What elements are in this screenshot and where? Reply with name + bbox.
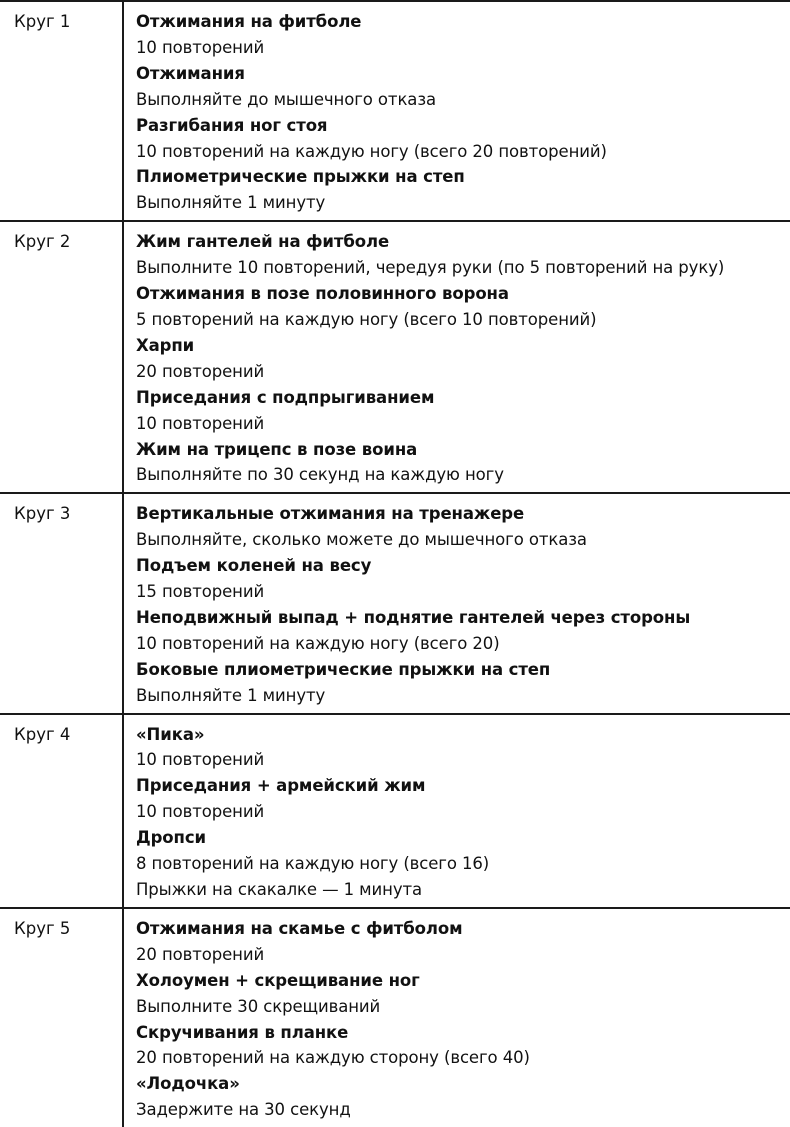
exercise-instruction: Выполняйте, сколько можете до мышечного отказа	[136, 530, 587, 550]
exercise-instruction: Выполните 30 скрещиваний	[136, 996, 381, 1016]
exercise-instruction: 10 повторений	[136, 750, 265, 770]
exercise-name: Подъем коленей на весу	[136, 556, 372, 576]
exercise-name: Приседания + армейский жим	[136, 776, 426, 796]
exercise-instruction: 20 повторений на каждую сторону (всего 40)	[136, 1048, 530, 1068]
exercise-name: Неподвижный выпад + поднятие гантелей через стороны	[136, 607, 691, 627]
round-label: Круг 4	[0, 715, 124, 907]
round-label: Круг 3	[0, 494, 124, 712]
round-row	[0, 222, 790, 494]
exercise-instruction: Выполняйте по 30 секунд на каждую ногу	[136, 465, 504, 485]
exercise-name: Отжимания на скамье с фитболом	[136, 918, 463, 938]
exercise-instruction: 20 повторений	[136, 361, 265, 381]
round-exercises	[124, 909, 790, 1127]
exercise-name: Отжимания в позе половинного ворона	[136, 284, 509, 304]
exercise-name: Разгибания ног стоя	[136, 115, 328, 135]
exercise-instruction: 10 повторений на каждую ногу (всего 20)	[136, 633, 500, 653]
exercise-instruction: Выполняйте 1 минуту	[136, 193, 326, 213]
exercise-instruction: 10 повторений	[136, 802, 265, 822]
exercise-name: Дропси	[136, 828, 206, 848]
exercise-name: Вертикальные отжимания на тренажере	[136, 504, 525, 524]
round-row	[0, 494, 790, 714]
exercise-name: Боковые плиометрические прыжки на степ	[136, 659, 551, 679]
exercise-name: Отжимания на фитболе	[136, 12, 362, 31]
exercise-name: Жим на трицепс в позе воина	[136, 439, 418, 459]
exercise-name: «Лодочка»	[136, 1074, 240, 1094]
round-exercises	[124, 715, 790, 907]
round-row	[0, 2, 790, 222]
exercise-instruction: 20 повторений	[136, 944, 265, 964]
round-label: Круг 1	[0, 2, 124, 220]
exercise-instruction: 8 повторений на каждую ногу (всего 16)	[136, 854, 490, 874]
exercise-instruction: 5 повторений на каждую ногу (всего 10 повторений)	[136, 309, 597, 329]
exercise-instruction: Прыжки на скакалке — 1 минута	[136, 880, 423, 899]
round-label: Круг 2	[0, 222, 124, 492]
exercise-name: Харпи	[136, 335, 195, 355]
exercise-instruction: Выполняйте 1 минуту	[136, 685, 326, 705]
exercise-name: «Пика»	[136, 724, 205, 744]
exercise-name: Плиометрические прыжки на степ	[136, 167, 465, 187]
round-exercises	[124, 2, 790, 220]
exercise-instruction: 15 повторений	[136, 582, 265, 602]
exercise-instruction: Выполните 10 повторений, чередуя руки (по 5 повторений на руку)	[136, 258, 725, 278]
exercise-instruction: Выполняйте до мышечного отказа	[136, 89, 437, 109]
exercise-instruction: 10 повторений на каждую ногу (всего 20 повторений)	[136, 141, 607, 161]
exercise-name: Отжимания	[136, 63, 245, 83]
round-label: Круг 5	[0, 909, 124, 1127]
exercise-instruction: Задержите на 30 секунд	[136, 1100, 351, 1120]
round-exercises	[124, 222, 790, 492]
round-row	[0, 909, 790, 1127]
round-row	[0, 715, 790, 909]
round-exercises	[124, 494, 790, 712]
exercise-instruction: 10 повторений	[136, 37, 265, 57]
exercise-name: Скручивания в планке	[136, 1022, 349, 1042]
exercise-name: Приседания с подпрыгиванием	[136, 387, 435, 407]
exercise-instruction: 10 повторений	[136, 413, 265, 433]
exercise-name: Жим гантелей на фитболе	[136, 232, 390, 252]
exercise-name: Холоумен + скрещивание ног	[136, 970, 420, 990]
